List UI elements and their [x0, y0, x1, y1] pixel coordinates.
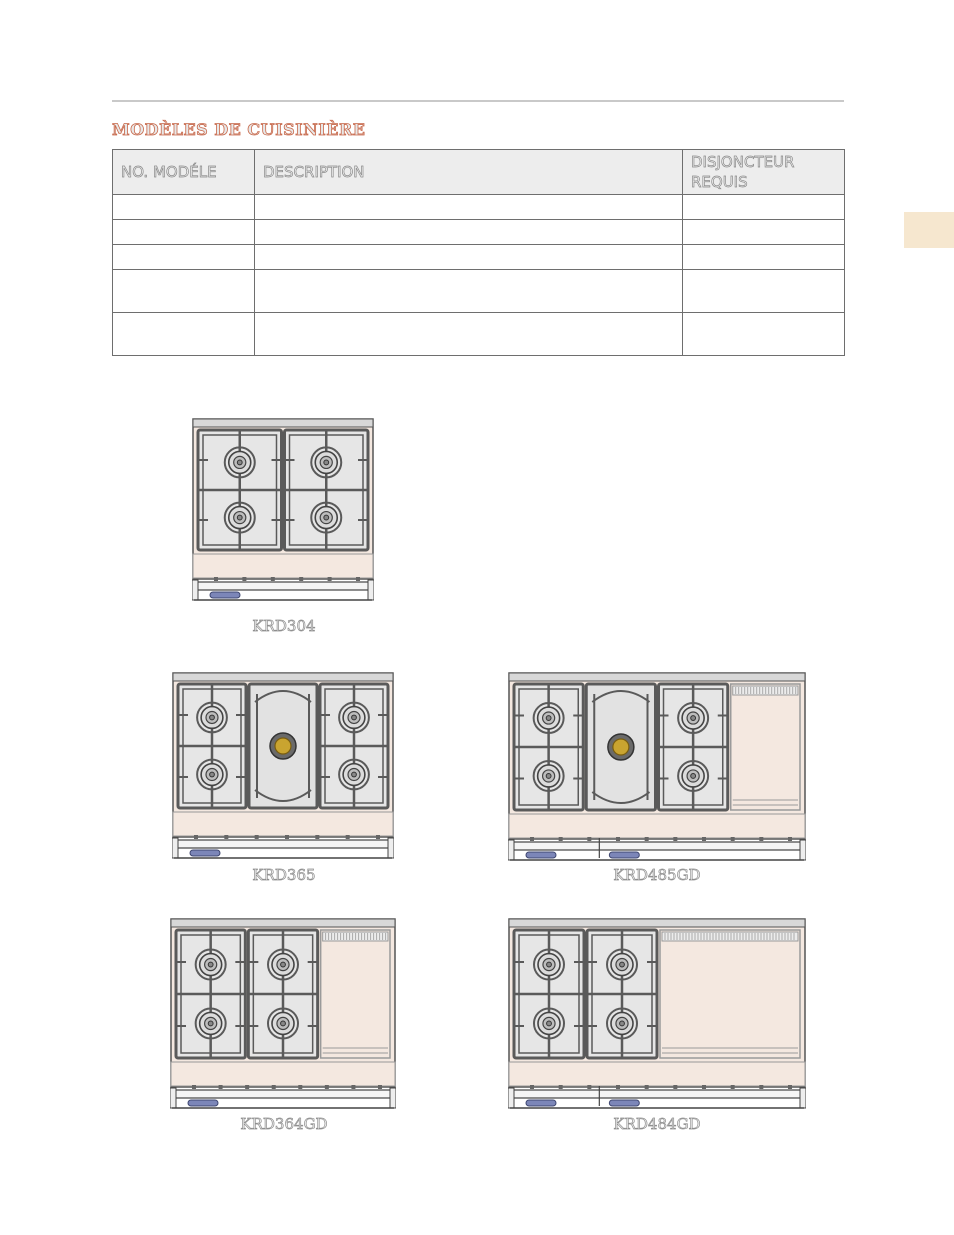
- cell-description: [255, 270, 683, 313]
- header-breaker: DISJONCTEUR REQUIS: [683, 150, 845, 195]
- range-illustration-krd364gd: [170, 918, 396, 1112]
- range-illustration-krd304: [192, 418, 374, 604]
- cell-model-no: [113, 195, 255, 220]
- cell-model-no: [113, 220, 255, 245]
- range-drawing: [170, 918, 396, 1112]
- range-drawing: [508, 672, 806, 864]
- table-row: [113, 313, 845, 356]
- model-caption-krd364gd: KRD364GD: [240, 1115, 328, 1133]
- models-table: [112, 149, 845, 356]
- table-header-row: [113, 150, 845, 195]
- cell-model-no: [113, 313, 255, 356]
- cell-description: [255, 220, 683, 245]
- cell-model-no: [113, 270, 255, 313]
- range-illustration-krd365: [172, 672, 394, 862]
- header-model-no: NO. MODÉLE: [113, 150, 255, 195]
- cell-model-no: [113, 245, 255, 270]
- cell-breaker: [683, 195, 845, 220]
- cell-breaker: [683, 220, 845, 245]
- table-row: [113, 220, 845, 245]
- cell-breaker: [683, 245, 845, 270]
- table-row: [113, 270, 845, 313]
- range-drawing: [508, 918, 806, 1112]
- side-tab: [904, 212, 954, 248]
- cell-description: [255, 245, 683, 270]
- table-row: [113, 245, 845, 270]
- cell-breaker: [683, 270, 845, 313]
- cell-breaker: [683, 313, 845, 356]
- model-caption-krd365: KRD365: [252, 866, 316, 884]
- cell-description: [255, 313, 683, 356]
- top-rule: [112, 100, 844, 102]
- range-drawing: [192, 418, 374, 604]
- header-description: DESCRIPTION: [255, 150, 683, 195]
- section-title: MODÈLES DE CUISINIÈRE: [112, 120, 366, 139]
- table-row: [113, 195, 845, 220]
- model-caption-krd304: KRD304: [252, 617, 316, 635]
- cell-description: [255, 195, 683, 220]
- range-illustration-krd485gd: [508, 672, 806, 864]
- model-caption-krd485gd: KRD485GD: [613, 866, 701, 884]
- model-caption-krd484gd: KRD484GD: [613, 1115, 701, 1133]
- range-drawing: [172, 672, 394, 862]
- range-illustration-krd484gd: [508, 918, 806, 1112]
